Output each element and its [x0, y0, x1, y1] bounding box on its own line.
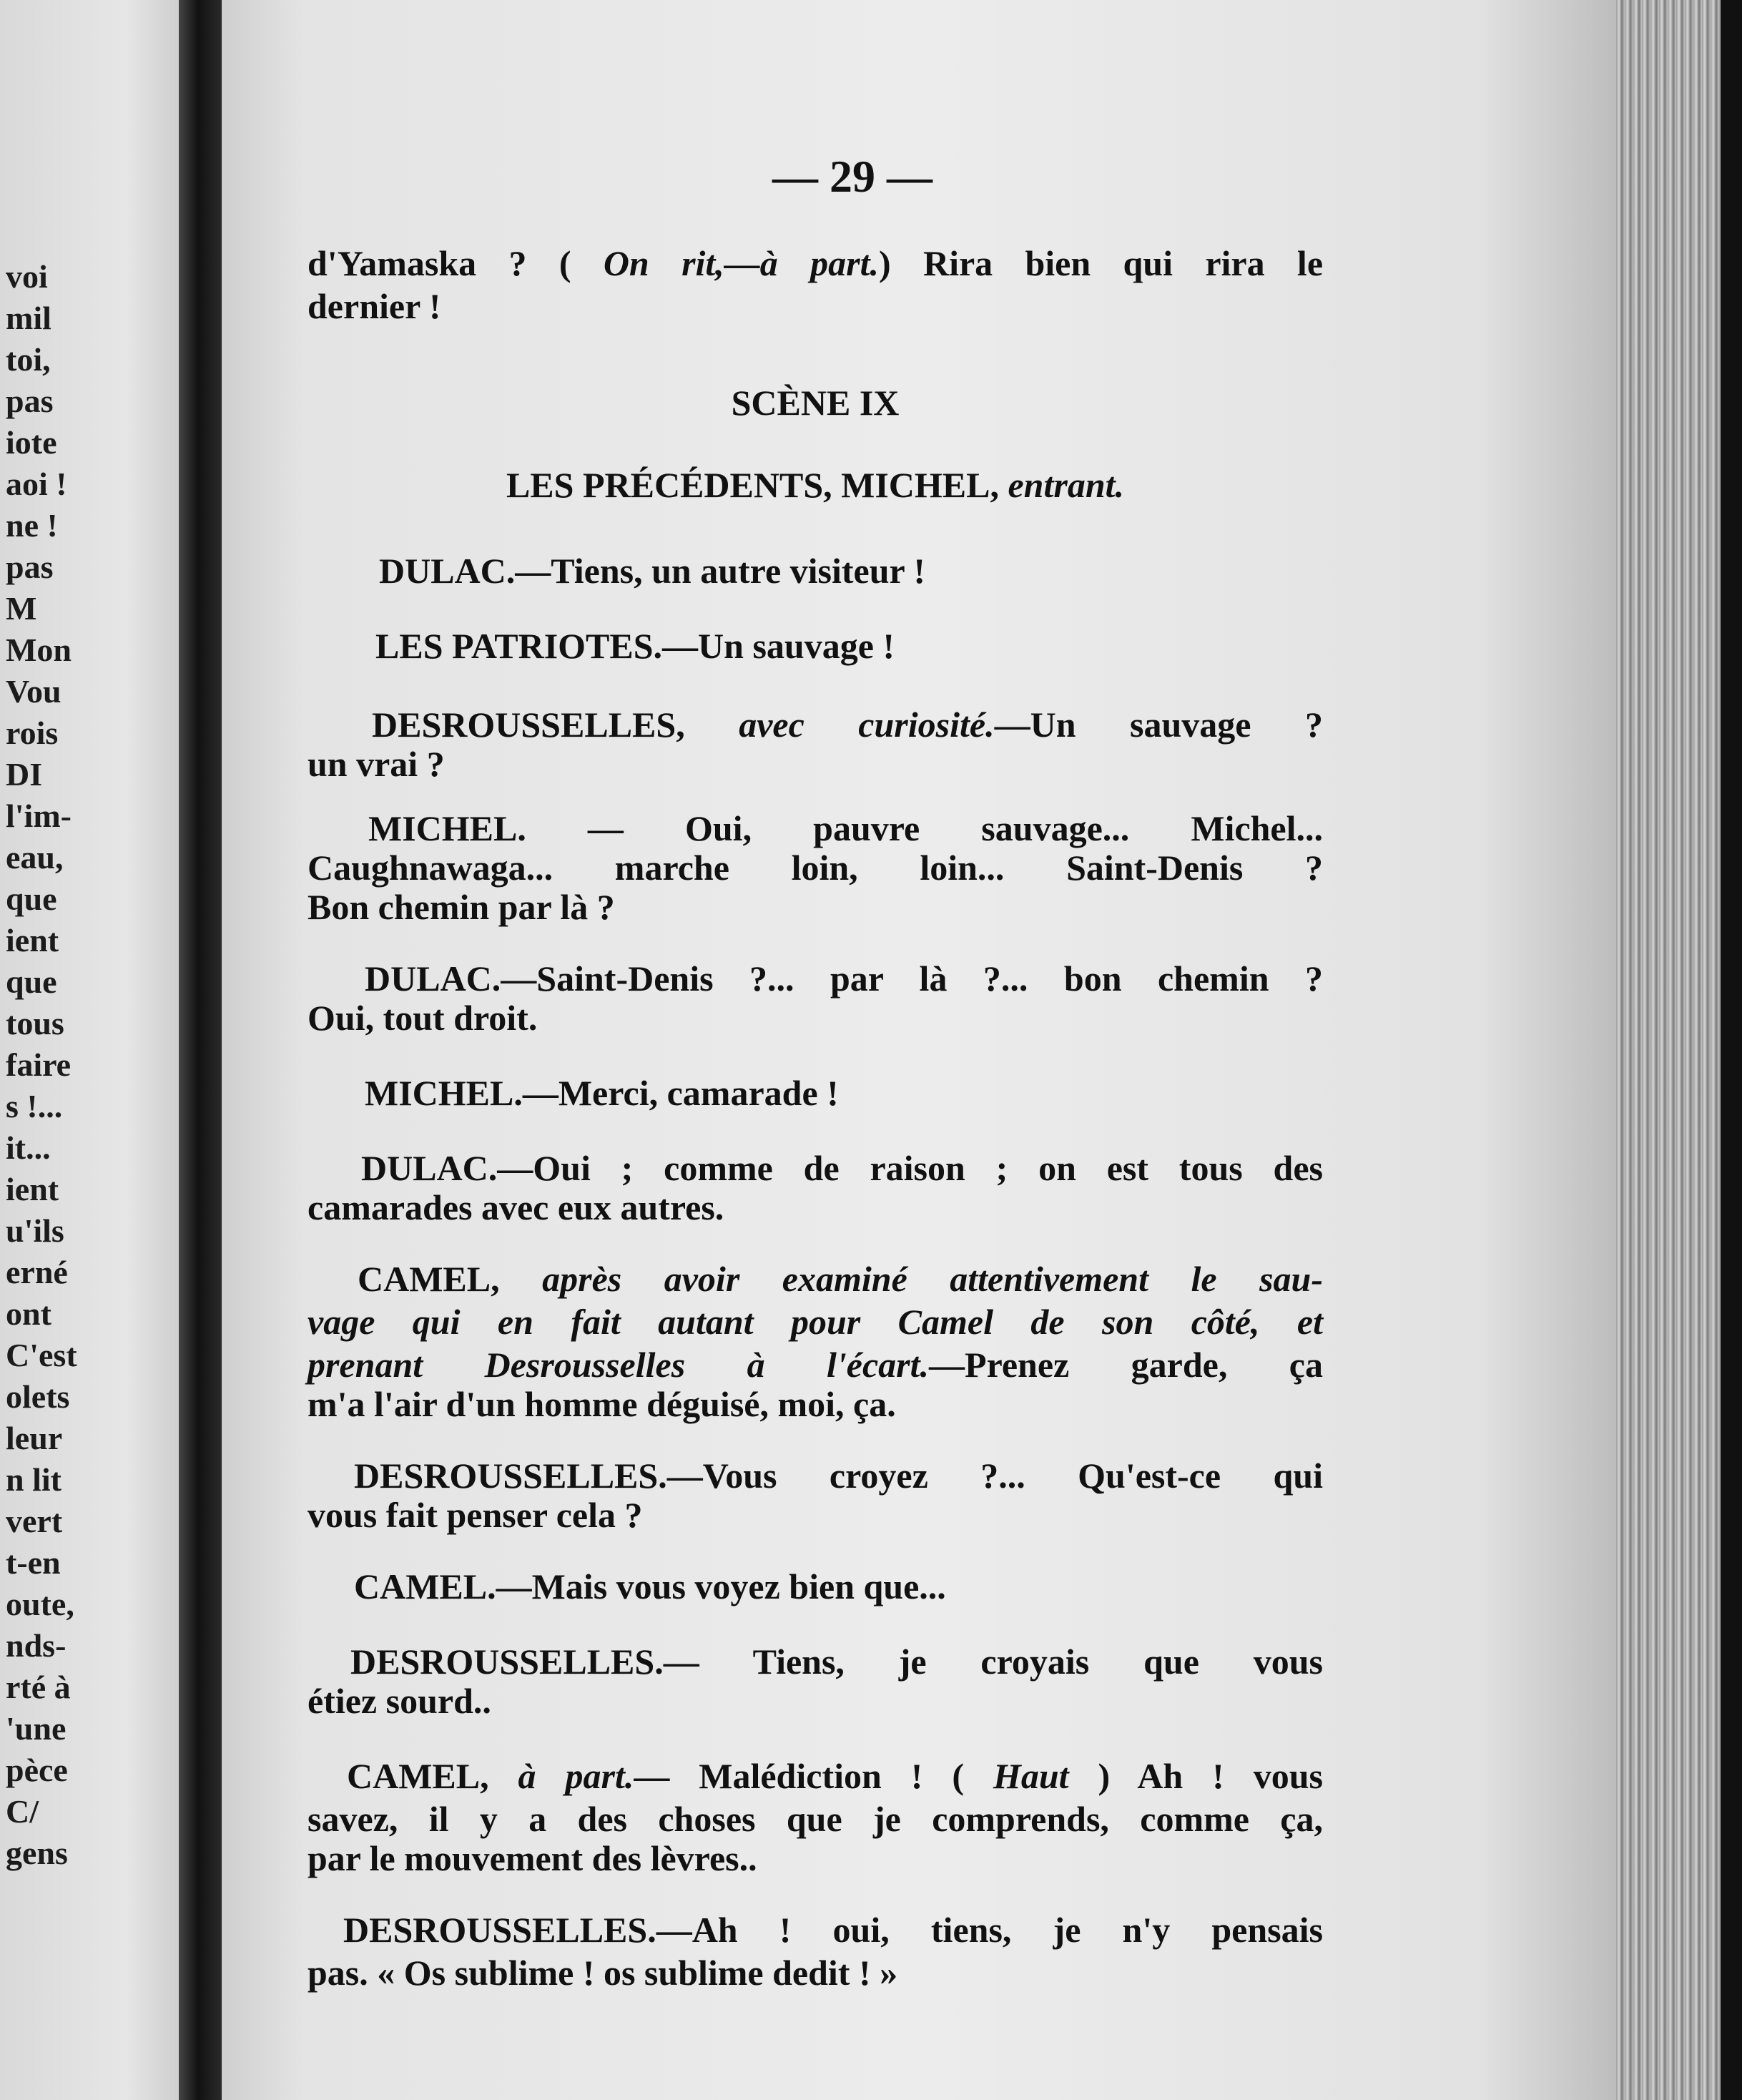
- facing-page-fragment: [0, 0, 179, 2100]
- facing-page-fragment-line: oute,: [6, 1586, 74, 1622]
- facing-page-fragment-line: iote: [6, 424, 57, 461]
- facing-page-fragment-line: it...: [6, 1129, 51, 1166]
- facing-page-fragment-line: vert: [6, 1503, 63, 1539]
- facing-page-fragment-line: ne !: [6, 507, 58, 544]
- speech-desrousselles-3-l2: étiez sourd..: [307, 1681, 491, 1721]
- page-number: — 29 —: [772, 151, 932, 202]
- speech-michel-1-l2: Caughnawaga... marche loin, loin... Saint-Denis ?: [307, 848, 1323, 888]
- speech-dulac-2: DULAC.—Saint-Denis ?... par là ?... bon chemin ?: [365, 958, 1323, 999]
- facing-page-fragment-line: faire: [6, 1046, 72, 1083]
- facing-page-fragment-line: ient: [6, 1171, 59, 1207]
- facing-page-fragment-line: mil: [6, 300, 51, 336]
- continuation-line-1: d'Yamaska ? ( On rit,—à part.) Rira bien qui rira le: [307, 243, 1324, 283]
- continuation-line-2: dernier !: [307, 286, 441, 326]
- speech-michel-1-l3: Bon chemin par là ?: [307, 887, 615, 927]
- facing-page-fragment-line: l'im-: [6, 798, 72, 834]
- speech-camel-1-l4: m'a l'air d'un homme déguisé, moi, ça.: [307, 1384, 896, 1424]
- facing-page-fragment-line: n lit: [6, 1461, 61, 1498]
- speech-camel-1-l3: prenant Desrousselles à l'écart.—Prenez garde, ça: [307, 1345, 1323, 1385]
- facing-page-fragment-line: pas: [6, 549, 54, 585]
- facing-page-fragment-line: tous: [6, 1005, 64, 1041]
- facing-page-fragment-line: que: [6, 963, 57, 1000]
- scene-cast: LES PRÉCÉDENTS, MICHEL, entrant.: [506, 465, 1125, 505]
- facing-page-fragment-line: gens: [6, 1835, 68, 1871]
- speech-dulac-3-l2: camarades avec eux autres.: [307, 1187, 724, 1227]
- facing-page-fragment-line: t-en: [6, 1544, 61, 1581]
- facing-page-fragment-line: pèce: [6, 1752, 68, 1788]
- facing-page-fragment-line: toi,: [6, 341, 51, 378]
- speech-camel-1: CAMEL, après avoir examiné attentivement le sau-: [358, 1259, 1323, 1299]
- facing-page-fragment-line: rté à: [6, 1669, 71, 1705]
- facing-page-fragment-line: nds-: [6, 1627, 67, 1664]
- speech-camel-1-l2: vage qui en fait autant pour Camel de son côté, et: [307, 1302, 1323, 1342]
- speech-desrousselles-3: DESROUSSELLES.— Tiens, je croyais que vous: [350, 1642, 1323, 1682]
- facing-page-fragment-line: erné: [6, 1254, 68, 1290]
- speech-patriotes: LES PATRIOTES.—Un sauvage !: [375, 626, 895, 666]
- facing-page-fragment-line: Mon: [6, 632, 72, 668]
- speech-desrousselles-4: DESROUSSELLES.—Ah ! oui, tiens, je n'y pensais: [343, 1910, 1323, 1950]
- speech-michel-2: MICHEL.—Merci, camarade !: [365, 1073, 839, 1113]
- speech-desrousselles-4-l2: pas. « Os sublime ! os sublime dedit ! »: [307, 1953, 898, 1993]
- facing-page-fragment-line: DI: [6, 756, 43, 793]
- facing-page-fragment-line: C'est: [6, 1337, 77, 1373]
- speech-dulac-3: DULAC.—Oui ; comme de raison ; on est tous des: [361, 1148, 1323, 1188]
- speech-michel-1: MICHEL. — Oui, pauvre sauvage... Michel...: [368, 808, 1323, 848]
- facing-page-fragment-line: leur: [6, 1420, 63, 1456]
- speech-dulac-1: DULAC.—Tiens, un autre visiteur !: [379, 551, 925, 591]
- facing-page-fragment-line: C/: [6, 1793, 39, 1830]
- facing-page-fragment-line: Vou: [6, 673, 61, 710]
- page-edges: [1616, 0, 1742, 2100]
- facing-page-fragment-line: aoi !: [6, 466, 67, 502]
- facing-page-fragment-line: rois: [6, 715, 59, 751]
- speech-desrousselles-1-cont: un vrai ?: [307, 744, 445, 784]
- facing-page-fragment-line: u'ils: [6, 1212, 64, 1249]
- speech-desrousselles-2-l2: vous fait penser cela ?: [307, 1495, 643, 1535]
- facing-page-fragment-line: ont: [6, 1295, 51, 1332]
- facing-page-fragment-line: olets: [6, 1378, 70, 1415]
- facing-page-fragment-line: pas: [6, 383, 54, 419]
- speech-camel-3-l2: savez, il y a des choses que je comprends, comme ça,: [307, 1799, 1323, 1839]
- speech-camel-2: CAMEL.—Mais vous voyez bien que...: [354, 1566, 946, 1606]
- speech-desrousselles-1: DESROUSSELLES, avec curiosité.—Un sauvage ?: [372, 705, 1323, 745]
- facing-page-fragment-line: s !...: [6, 1088, 63, 1124]
- speech-desrousselles-2: DESROUSSELLES.—Vous croyez ?... Qu'est-ce qui: [354, 1456, 1323, 1496]
- facing-page-fragment-line: M: [6, 590, 37, 627]
- facing-page-fragment-line: eau,: [6, 839, 64, 875]
- speech-camel-3-l3: par le mouvement des lèvres..: [307, 1838, 757, 1878]
- facing-page-fragment-line: 'une: [6, 1710, 67, 1747]
- speech-dulac-2-l2: Oui, tout droit.: [307, 998, 538, 1038]
- facing-page-fragment-line: que: [6, 880, 57, 917]
- speech-camel-3: CAMEL, à part.— Malédiction ! ( Haut ) Ah ! vous: [347, 1756, 1324, 1796]
- facing-page-fragment-line: ient: [6, 922, 59, 958]
- book-gutter: [179, 0, 222, 2100]
- facing-page-fragment-line: voi: [6, 258, 48, 295]
- scene-title: SCÈNE IX: [731, 383, 900, 423]
